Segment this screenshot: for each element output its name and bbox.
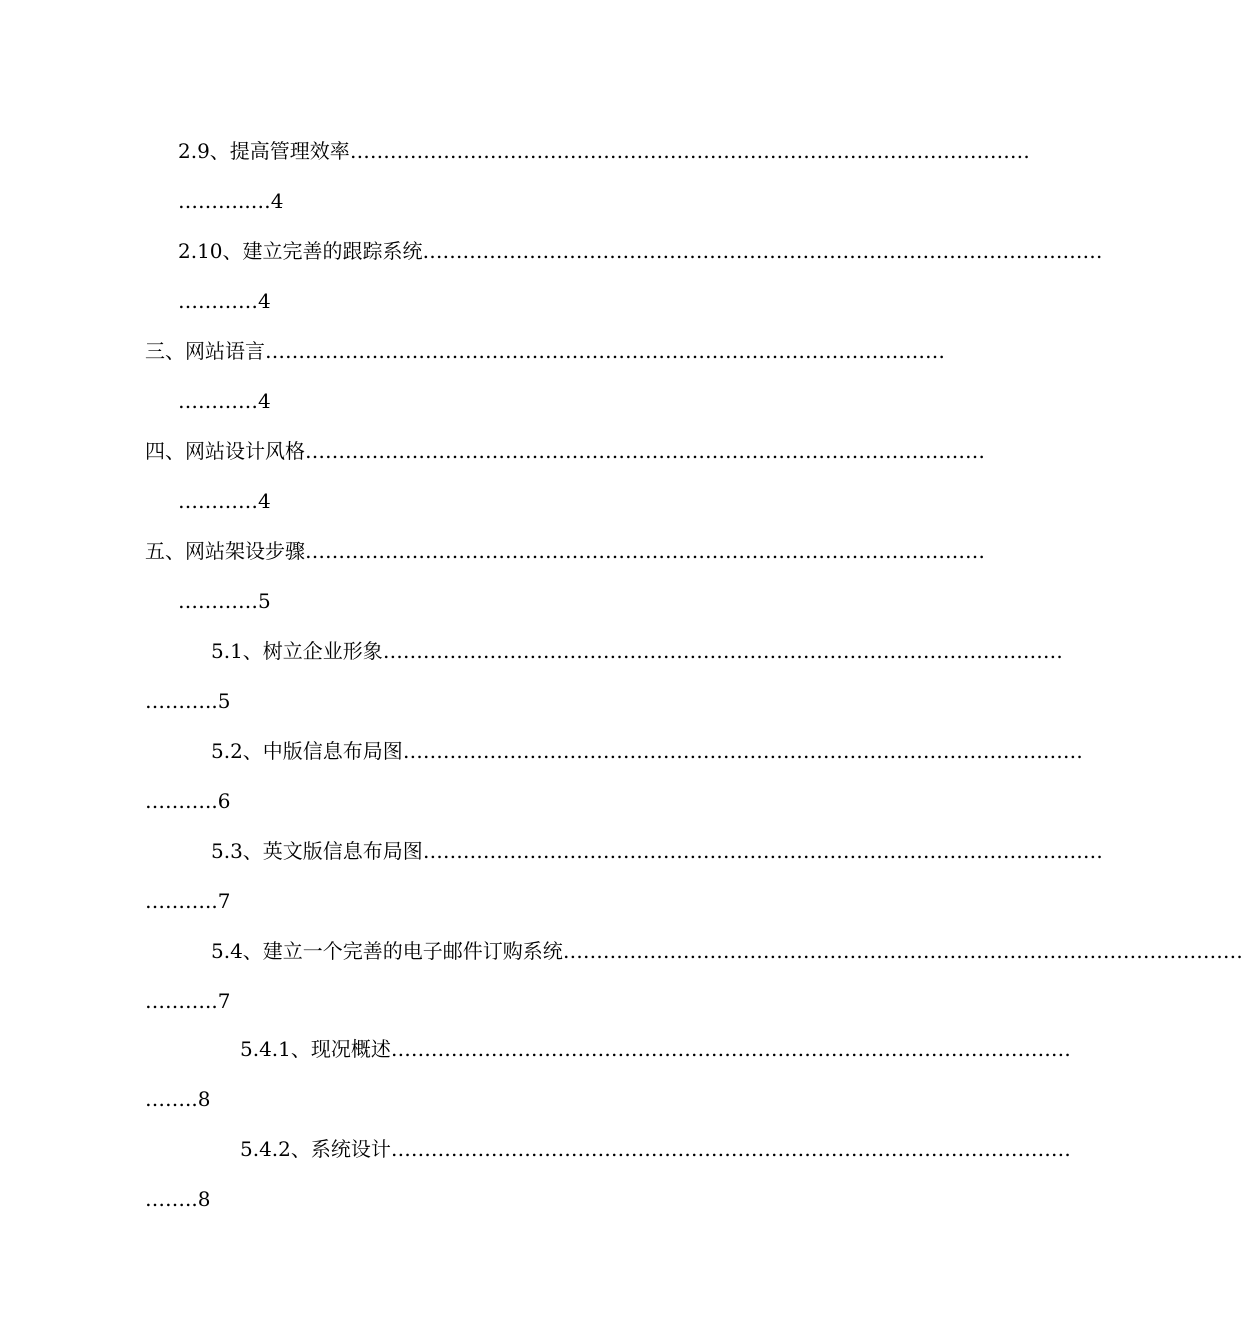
toc-entry-5-4-1[interactable] <box>240 1034 1071 1064</box>
toc-entry-label: 5.1、树立企业形象 <box>211 639 383 663</box>
toc-leader-dots: ………………………………………………………………………………………… <box>349 139 1030 163</box>
toc-leader-dots: ………………………………………………………………………………………… <box>422 839 1103 863</box>
toc-entry-page: …………5 <box>178 589 271 613</box>
toc-entry-page: …………4 <box>178 489 271 513</box>
toc-entry-page: ……..8 <box>145 1187 211 1211</box>
toc-entry-page: ………..5 <box>145 689 231 713</box>
toc-entry-2-9[interactable] <box>178 136 1030 166</box>
toc-entry-4[interactable] <box>145 436 985 466</box>
toc-leader-dots: ………………………………………………………………………………………… <box>390 1037 1071 1061</box>
toc-entry-5-4[interactable] <box>211 936 1243 966</box>
toc-leader-dots: ………………………………………………………………………………………… <box>402 739 1083 763</box>
toc-entry-page: ………..6 <box>145 789 231 813</box>
toc-leader-dots: ………………………………………………………………………………………… <box>305 539 985 563</box>
toc-entry-label: 5.4、建立一个完善的电子邮件订购系统 <box>211 939 563 963</box>
toc-entry-label: 2.10、建立完善的跟踪系统 <box>178 239 423 263</box>
toc-entry-3[interactable] <box>145 336 945 366</box>
toc-entry-5-4-2[interactable] <box>240 1134 1071 1164</box>
toc-entry-page: …………4 <box>178 289 271 313</box>
toc-entry-label: 网站语言 <box>185 339 265 363</box>
toc-entry-page: ………..…4 <box>178 189 284 213</box>
toc-entry-5-1[interactable] <box>211 636 1063 666</box>
toc-entry-number: 四、 <box>145 439 185 463</box>
toc-leader-dots: ………………………………………………………………………………………… <box>265 339 945 363</box>
toc-entry-5-3[interactable] <box>211 836 1103 866</box>
toc-entry-page: ………..7 <box>145 889 231 913</box>
toc-entry-number: 三、 <box>145 339 185 363</box>
toc-entry-2-10[interactable] <box>178 236 1103 266</box>
toc-entry-page: ……..8 <box>145 1087 211 1111</box>
toc-leader-dots: ………………………………………………………………………………………… <box>422 239 1103 263</box>
toc-entry-5-2[interactable] <box>211 736 1083 766</box>
toc-entry-label: 5.4.1、现况概述 <box>240 1037 391 1061</box>
toc-leader-dots: ………………………………………………………………………………………… <box>390 1137 1071 1161</box>
toc-entry-label: 5.2、中版信息布局图 <box>211 739 403 763</box>
toc-leader-dots: ………………………………………………………………………………………… <box>305 439 985 463</box>
toc-leader-dots: ………………………………………………………………………………………… <box>562 939 1243 963</box>
toc-entry-label: 5.4.2、系统设计 <box>240 1137 391 1161</box>
toc-leader-dots: ………………………………………………………………………………………… <box>382 639 1063 663</box>
toc-entry-label: 网站架设步骤 <box>185 539 305 563</box>
toc-entry-label: 网站设计风格 <box>185 439 305 463</box>
toc-entry-page: …………4 <box>178 389 271 413</box>
toc-entry-5[interactable] <box>145 536 985 566</box>
toc-entry-page: ………..7 <box>145 989 231 1013</box>
toc-entry-label: 2.9、提高管理效率 <box>178 139 350 163</box>
toc-entry-label: 5.3、英文版信息布局图 <box>211 839 423 863</box>
toc-entry-number: 五、 <box>145 539 185 563</box>
